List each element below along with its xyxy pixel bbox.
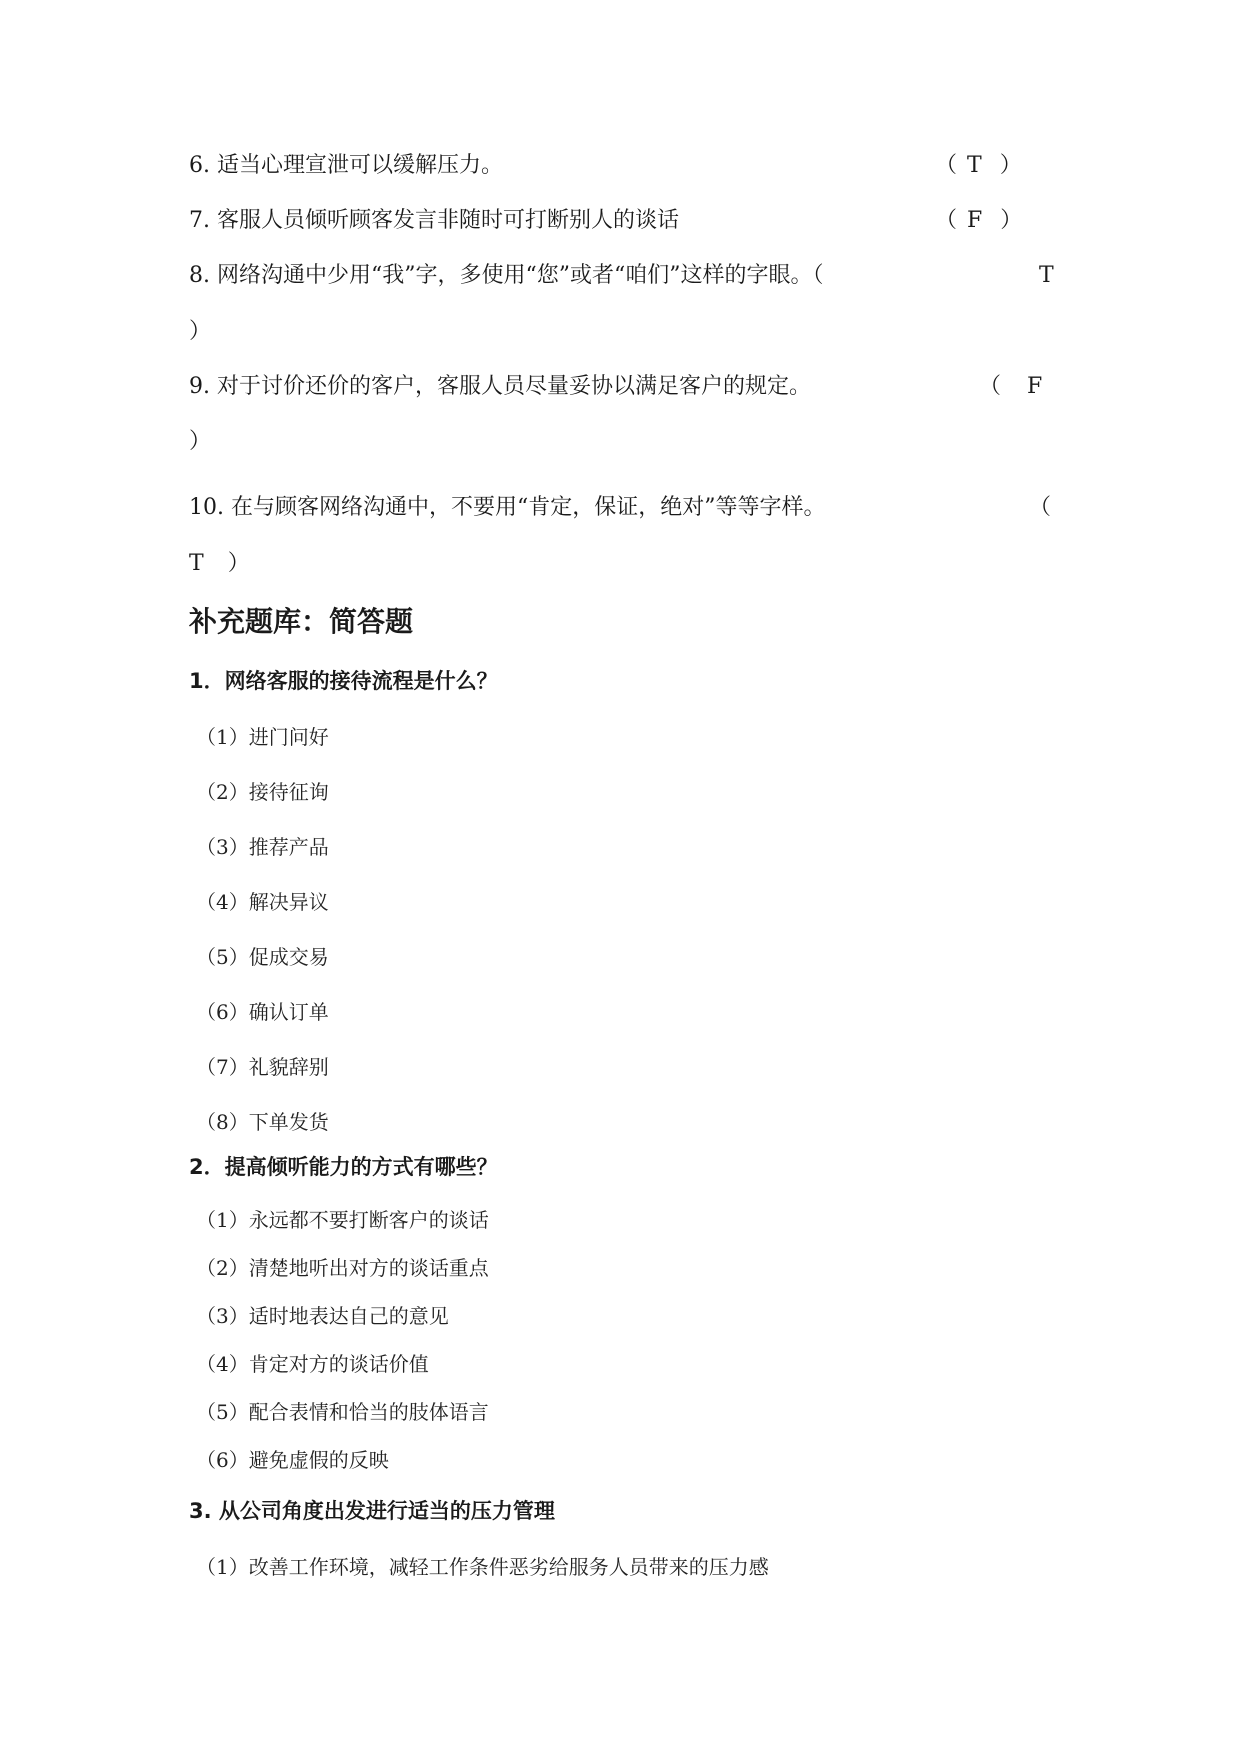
answer-bracket	[979, 373, 1042, 401]
list-item: （4）解决异议	[196, 890, 329, 914]
question-text: 7. 客服人员倾听顾客发言非随时可打断别人的谈话	[189, 208, 679, 233]
open-paren: （	[1029, 495, 1052, 520]
question-text: 10. 在与顾客网络沟通中，不要用“肯定，保证，绝对”等等字样。	[189, 495, 826, 520]
list-item: （6）确认订单	[196, 1000, 329, 1024]
question-text: 9. 对于讨价还价的客户，客服人员尽量妥协以满足客户的规定。	[189, 374, 811, 399]
list-item: （2）接待征询	[196, 780, 329, 804]
list-item: （1）改善工作环境，减轻工作条件恶劣给服务人员带来的压力感	[196, 1555, 769, 1579]
list-item: （7）礼貌辞别	[196, 1055, 329, 1079]
close-paren: ）	[1000, 208, 1023, 233]
list-item: （1）进门问好	[196, 725, 329, 749]
list-item: （5）配合表情和恰当的肢体语言	[196, 1400, 489, 1424]
question-3-title: 3. 从公司角度出发进行适当的压力管理	[189, 1499, 555, 1523]
section-title: 补充题库：简答题	[189, 605, 414, 638]
open-paren: （	[979, 374, 1002, 399]
open-paren: （	[935, 208, 958, 233]
list-item: （2）清楚地听出对方的谈话重点	[196, 1256, 489, 1280]
list-item: （4）肯定对方的谈话价值	[196, 1352, 429, 1376]
close-paren: ）	[999, 153, 1022, 178]
question-1-title: 1．网络客服的接待流程是什么？	[189, 669, 498, 693]
answer-close-line	[189, 550, 250, 578]
list-item: （3）适时地表达自己的意见	[196, 1304, 449, 1328]
answer-value: F	[967, 208, 983, 233]
answer-value: T	[1039, 263, 1054, 288]
open-paren: （	[935, 153, 958, 178]
list-item: （1）永远都不要打断客户的谈话	[196, 1208, 489, 1232]
question-text: 8. 网络沟通中少用“我”字，多使用“您”或者“咱们”这样的字眼。（	[189, 263, 824, 288]
answer-value: F	[1027, 374, 1043, 399]
answer-bracket	[935, 152, 1022, 180]
answer-value: T	[189, 551, 204, 576]
question-text: 6. 适当心理宣泄可以缓解压力。	[189, 153, 503, 178]
list-item: （5）促成交易	[196, 945, 329, 969]
list-item: （8）下单发货	[196, 1110, 329, 1134]
close-paren: ）	[189, 319, 212, 344]
list-item: （6）避免虚假的反映	[196, 1448, 389, 1472]
close-paren: ）	[227, 551, 250, 576]
question-2-title: 2．提高倾听能力的方式有哪些？	[189, 1155, 498, 1179]
close-paren: ）	[189, 429, 212, 454]
list-item: （3）推荐产品	[196, 835, 329, 859]
answer-value: T	[967, 153, 982, 178]
answer-bracket	[935, 207, 1022, 235]
